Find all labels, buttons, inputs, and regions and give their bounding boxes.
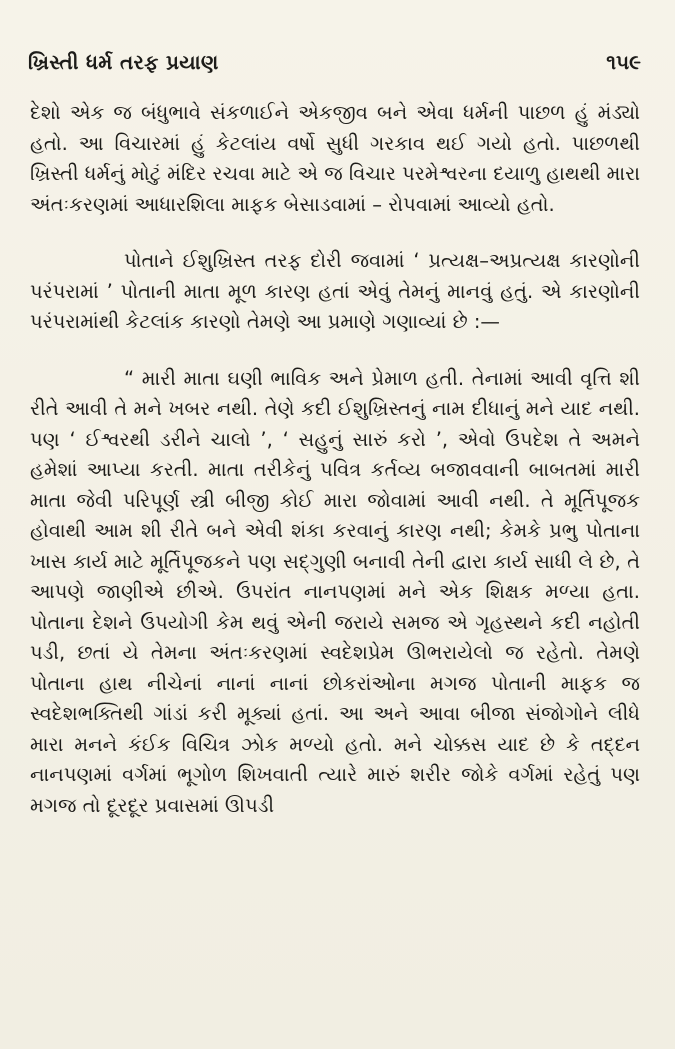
running-title: ખ્રિસ્તી ધર્મ તરફ પ્રયાણ (28, 50, 219, 74)
paragraph-quotation: “ મારી માતા ઘણી ભાવિક અને પ્રેમાળ હતી. તેનામાં આવી વૃત્તિ શી રીતે આવી તે મને ખબર નથી. તેણે કદી ઈશુખ્રિસ્તનું નામ દીધાનું મને યાદ નથી. પણ ‘ ઈશ્વરથી ડરીને ચાલો ’, ‘ સહુનું સારું કરો ’, એવો ઉપદેશ તે અમને હમેશાં આપ્યા કરતી. માતા તરીકેનું પવિત્ર કર્તવ્ય બજાવવાની બાબતમાં મારી માતા જેવી પરિપૂર્ણ સ્ત્રી બીજી કોઈ મારા જોવામાં આવી નથી. તે મૂર્તિપૂજક હોવાથી આમ શી રીતે બને એવી શંકા કરવાનું કારણ નથી; કેમકે પ્રભુ પોતાના ખાસ કાર્ય માટે મૂર્તિપૂજકને પણ સદ્‌ગુણી બનાવી તેની દ્વારા કાર્ય સાધી લે છે, તે આપણે જાણીએ છીએ. ઉપરાંત નાનપણમાં મને એક શિક્ષક મળ્યા હતા. પોતાના દેશને ઉપયોગી કેમ થવું એની જરાયે સમજ એ ગૃહસ્થને કદી નહોતી પડી, છતાં યે તેમના અંતઃકરણમાં સ્વદેશપ્રેમ ઊભરાયેલો જ રહેતો. તેમણે પોતાના હાથ નીચેનાં નાનાં નાનાં છોકરાંઓના મગજ પોતાની માફક જ સ્વદેશભક્તિથી ગાંડાં કરી મૂક્યાં હતાં. આ અને આવા બીજા સંજોગોને લીધે મારા મનને કંઈક વિચિત્ર ઝોક મળ્યો હતો. મને ચોક્કસ યાદ છે કે તદ્દન નાનપણમાં વર્ગમાં ભૂગોળ શિખવાતી ત્યારે મારું શરીર જોકે વર્ગમાં રહેતું પણ મગજ તો દૂરદૂર પ્રવાસમાં ઊપડી (30, 366, 640, 817)
running-head (28, 50, 641, 80)
body-text (30, 98, 640, 821)
page-number: ૧૫૯ (606, 50, 641, 74)
paragraph-causes-intro: પોતાને ઈશુખ્રિસ્ત તરફ દોરી જવામાં ‘ પ્રત્યક્ષ–અપ્રત્યક્ષ કારણોની પરંપરામાં ’ પોતાની માતા મૂળ કારણ હતાં એવું તેમનું માનવું હતું. એ કારણોની પરંપરામાંથી કેટલાંક કારણો તેમણે આ પ્રમાણે ગણાવ્યાં છે :— (30, 249, 640, 333)
paragraph-continuation: દેશો એક જ બંધુભાવે સંકળાઈને એકજીવ બને એવા ધર્મની પાછળ હું મંડ્યો હતો. આ વિચારમાં હું કેટલાંય વર્ષો સુધી ગરકાવ થઈ ગયો હતો. પાછળથી ખ્રિસ્તી ધર્મનું મોટું મંદિર રચવા માટે એ જ વિચાર પરમેશ્વરના દયાળુ હાથથી મારા અંતઃકરણમાં આધારશિલા માફક બેસાડવામાં – રોપવામાં આવ્યો હતો. (30, 101, 640, 216)
